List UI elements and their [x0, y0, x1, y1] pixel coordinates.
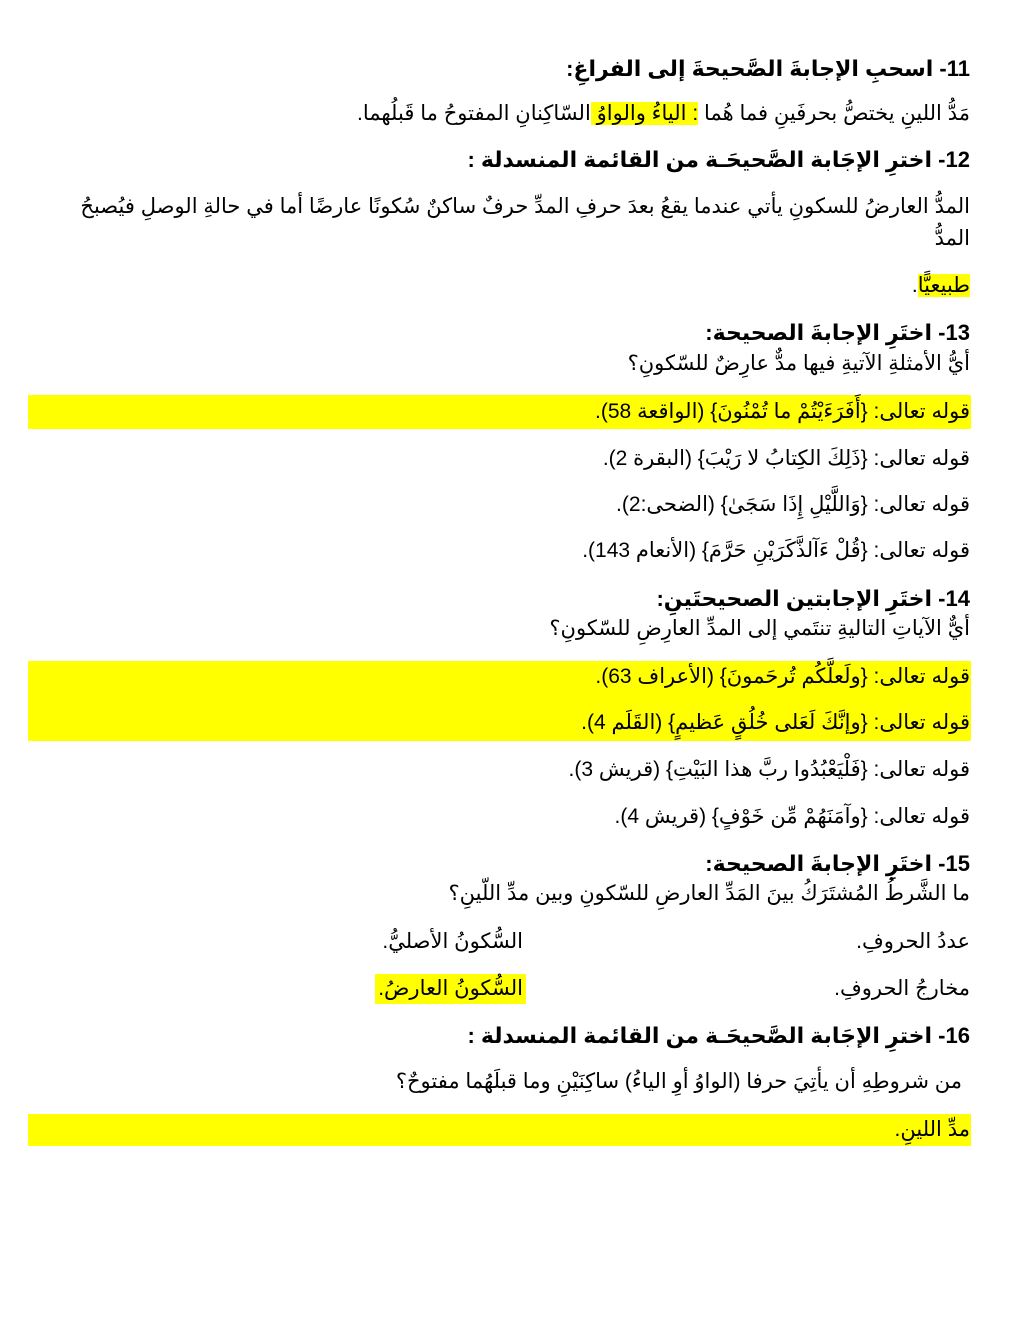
q16-answer-dropdown[interactable]: مدِّ اللينِ. [894, 1118, 970, 1141]
q15-option-4[interactable]: السُّكونُ العارضُ. [375, 974, 526, 1004]
q13-question: أيُّ الأمثلةِ الآتيةِ فيها مدٌّ عارِضٌ للسّكونِ؟ [627, 352, 970, 375]
q11-text-before: مَدُّ اللينِ يختصُّ بحرفَينِ فما هُما [704, 102, 970, 125]
q13-option-4[interactable]: قوله تعالى: {قُلْ ءَآلذَّكَرَيْنِ حَرَّمَ} (الأنعام 143). [582, 539, 970, 562]
q13-option-1[interactable]: قوله تعالى: {أَفَرَءَيْتُمْ ما تُمْنُونَ} (الواقعة 58). [595, 400, 970, 423]
q16-text: من شروطِهِ أن يأتِيَ حرفا (الواوُ أوِ الياءُ) ساكِنَيْنِ وما قبلَهُما مفتوحٌ؟ [395, 1070, 962, 1093]
q12-answer-line [912, 271, 970, 301]
q12-heading: 12- اخترِ الإجَابة الصَّحيحَـة من القائمة المنسدلة : [467, 147, 970, 172]
q11-sentence [357, 99, 970, 129]
q14-option-3[interactable]: قوله تعالى: {فَلْيَعْبُدُوا ربَّ هذا البَيْتِ} (قريش 3). [568, 758, 970, 781]
q15-option-3[interactable]: مخارجُ الحروفِ. [834, 977, 970, 1000]
q15-question: ما الشَّرطُ المُشتَرَكُ بينَ المَدِّ العارضِ للسّكونِ وبين مدِّ اللّينِ؟ [448, 882, 970, 905]
q12-end-mark: . [911, 274, 918, 297]
q15-heading: 15- اختَرِ الإجابةَ الصحيحة: [705, 851, 970, 876]
q12-text-line2: المدُّ [934, 227, 970, 250]
q13-option-3[interactable]: قوله تعالى: {وَاللَّيْلِ إِذَا سَجَىٰ} (الضحى:2). [616, 493, 970, 516]
q16-answer-highlight [28, 1114, 971, 1146]
q11-answer-drop[interactable]: : الياءُ والواوُ [590, 102, 699, 125]
q15-option-2[interactable]: السُّكونُ الأصليُّ. [382, 930, 523, 953]
q11-text-after: السّاكِنانِ المفتوحُ ما قَبلُهما. [357, 102, 591, 125]
q14-option-1[interactable]: قوله تعالى: {ولَعلَّكُم تُرحَمونَ} (الأعراف 63). [595, 665, 970, 688]
q14-heading: 14- اختَرِ الإجابتين الصحيحتَينِ: [656, 586, 970, 611]
q15-option-1[interactable]: عددُ الحروفِ. [856, 930, 970, 953]
q14-option-4[interactable]: قوله تعالى: {وآمَنَهُمْ مِّن خَوْفٍ} (قريش 4). [614, 805, 970, 828]
q14-option-2[interactable]: قوله تعالى: {وإنَّكَ لَعَلى خُلُقٍ عَظيمٍ} (القَلَم 4). [581, 711, 970, 734]
q12-text-line1: المدُّ العارضُ للسكونِ يأتي عندما يقعُ بعدَ حرفِ المدِّ حرفٌ ساكنٌ سُكونًا عارضًا أما في حالةِ الوصلِ فيُصبحُ [80, 195, 970, 218]
q11-heading: 11- اسحبِ الإجابةَ الصَّحيحةَ إلى الفراغِ: [566, 56, 970, 81]
q12-answer-dropdown[interactable]: طبيعيًّا [917, 274, 970, 297]
q13-option-2[interactable]: قوله تعالى: {ذَلِكَ الكِتابُ لا رَيْبَ} (البقرة 2). [602, 447, 970, 470]
q14-question: أيٌّ الآياتِ التاليةِ تنتَمي إلى المدِّ العارِضِ للسّكونِ؟ [549, 617, 970, 640]
q16-heading: 16- اخترِ الإجَابة الصَّحيحَـة من القائمة المنسدلة : [467, 1023, 970, 1048]
q13-heading: 13- اختَرِ الإجابةَ الصحيحة: [705, 320, 970, 345]
